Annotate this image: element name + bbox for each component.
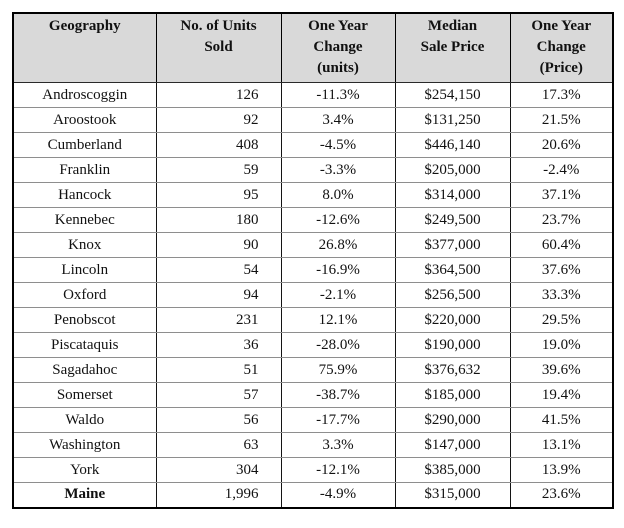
cell-price-change: 60.4%: [510, 233, 613, 258]
cell-units-change: 8.0%: [281, 183, 395, 208]
cell-price-change: 29.5%: [510, 308, 613, 333]
cell-geography: Washington: [13, 433, 156, 458]
cell-price-change: 23.6%: [510, 483, 613, 508]
table-row: [13, 383, 613, 408]
cell-units-change: -2.1%: [281, 283, 395, 308]
cell-price-change: 33.3%: [510, 283, 613, 308]
cell-price-change: 19.0%: [510, 333, 613, 358]
cell-geography: Aroostook: [13, 108, 156, 133]
cell-units-change: -3.3%: [281, 158, 395, 183]
cell-price-change: 13.1%: [510, 433, 613, 458]
cell-median-sale-price: $220,000: [395, 308, 510, 333]
cell-median-sale-price: $131,250: [395, 108, 510, 133]
col-header-units-change: One Year Change (units): [281, 13, 395, 83]
cell-median-sale-price: $290,000: [395, 408, 510, 433]
col-header-median-sale-price: Median Sale Price: [395, 13, 510, 83]
cell-median-sale-price: $249,500: [395, 208, 510, 233]
cell-units-change: -17.7%: [281, 408, 395, 433]
cell-units-change: -11.3%: [281, 83, 395, 108]
cell-price-change: 37.1%: [510, 183, 613, 208]
cell-geography: Somerset: [13, 383, 156, 408]
cell-units-sold: 54: [156, 258, 281, 283]
cell-units-change: -38.7%: [281, 383, 395, 408]
cell-units-sold: 63: [156, 433, 281, 458]
cell-geography: Oxford: [13, 283, 156, 308]
table-row: [13, 158, 613, 183]
table-row: [13, 408, 613, 433]
cell-units-sold: 36: [156, 333, 281, 358]
header-row: [13, 13, 613, 83]
cell-median-sale-price: $385,000: [395, 458, 510, 483]
table-row: [13, 483, 613, 508]
cell-median-sale-price: $190,000: [395, 333, 510, 358]
table-row: [13, 133, 613, 158]
cell-price-change: 41.5%: [510, 408, 613, 433]
cell-units-sold: 51: [156, 358, 281, 383]
cell-geography: Piscataquis: [13, 333, 156, 358]
cell-geography: Franklin: [13, 158, 156, 183]
cell-units-change: 3.3%: [281, 433, 395, 458]
cell-median-sale-price: $147,000: [395, 433, 510, 458]
table-row: [13, 358, 613, 383]
cell-units-sold: 57: [156, 383, 281, 408]
cell-median-sale-price: $446,140: [395, 133, 510, 158]
cell-units-change: 75.9%: [281, 358, 395, 383]
cell-median-sale-price: $205,000: [395, 158, 510, 183]
table-row: [13, 208, 613, 233]
table-row: [13, 433, 613, 458]
cell-price-change: 23.7%: [510, 208, 613, 233]
cell-geography: Penobscot: [13, 308, 156, 333]
cell-price-change: 21.5%: [510, 108, 613, 133]
cell-units-sold: 126: [156, 83, 281, 108]
cell-units-change: -28.0%: [281, 333, 395, 358]
cell-geography: Maine: [13, 483, 156, 508]
table-row: [13, 183, 613, 208]
cell-units-change: -16.9%: [281, 258, 395, 283]
cell-units-sold: 408: [156, 133, 281, 158]
cell-units-change: -12.6%: [281, 208, 395, 233]
table-row: [13, 83, 613, 108]
cell-median-sale-price: $185,000: [395, 383, 510, 408]
cell-units-change: 3.4%: [281, 108, 395, 133]
cell-geography: Cumberland: [13, 133, 156, 158]
cell-geography: Lincoln: [13, 258, 156, 283]
cell-median-sale-price: $315,000: [395, 483, 510, 508]
table-row: [13, 258, 613, 283]
table-row: [13, 283, 613, 308]
cell-median-sale-price: $256,500: [395, 283, 510, 308]
cell-units-sold: 304: [156, 458, 281, 483]
table-row: [13, 233, 613, 258]
cell-units-sold: 92: [156, 108, 281, 133]
table-row: [13, 108, 613, 133]
cell-units-sold: 94: [156, 283, 281, 308]
cell-units-sold: 90: [156, 233, 281, 258]
cell-price-change: -2.4%: [510, 158, 613, 183]
cell-price-change: 19.4%: [510, 383, 613, 408]
cell-price-change: 17.3%: [510, 83, 613, 108]
cell-geography: Knox: [13, 233, 156, 258]
cell-geography: Androscoggin: [13, 83, 156, 108]
cell-price-change: 39.6%: [510, 358, 613, 383]
cell-units-change: -4.9%: [281, 483, 395, 508]
cell-units-sold: 59: [156, 158, 281, 183]
cell-units-change: -4.5%: [281, 133, 395, 158]
cell-price-change: 37.6%: [510, 258, 613, 283]
cell-median-sale-price: $364,500: [395, 258, 510, 283]
cell-geography: Sagadahoc: [13, 358, 156, 383]
cell-units-change: 26.8%: [281, 233, 395, 258]
col-header-geography: Geography: [13, 13, 156, 83]
cell-median-sale-price: $254,150: [395, 83, 510, 108]
cell-median-sale-price: $314,000: [395, 183, 510, 208]
cell-geography: Waldo: [13, 408, 156, 433]
cell-median-sale-price: $377,000: [395, 233, 510, 258]
table-row: [13, 458, 613, 483]
cell-geography: Hancock: [13, 183, 156, 208]
table-body: [13, 83, 613, 508]
cell-price-change: 13.9%: [510, 458, 613, 483]
table-row: [13, 308, 613, 333]
cell-geography: Kennebec: [13, 208, 156, 233]
county-sales-table: [12, 12, 614, 509]
table-header: [13, 13, 613, 83]
cell-units-change: -12.1%: [281, 458, 395, 483]
cell-units-sold: 1,996: [156, 483, 281, 508]
cell-units-sold: 180: [156, 208, 281, 233]
cell-price-change: 20.6%: [510, 133, 613, 158]
cell-geography: York: [13, 458, 156, 483]
cell-units-sold: 56: [156, 408, 281, 433]
cell-units-sold: 95: [156, 183, 281, 208]
col-header-price-change: One Year Change (Price): [510, 13, 613, 83]
table-row: [13, 333, 613, 358]
cell-units-change: 12.1%: [281, 308, 395, 333]
cell-median-sale-price: $376,632: [395, 358, 510, 383]
cell-units-sold: 231: [156, 308, 281, 333]
col-header-units-sold: No. of Units Sold: [156, 13, 281, 83]
